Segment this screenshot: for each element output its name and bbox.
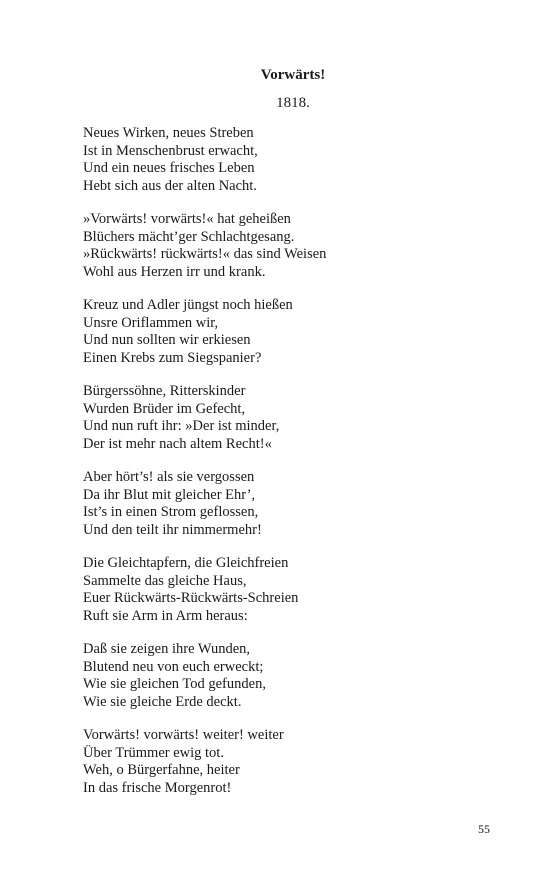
stanza bbox=[83, 297, 503, 367]
poem-line: Einen Krebs zum Siegspanier? bbox=[83, 349, 262, 366]
poem-line: Sammelte das gleiche Haus, bbox=[83, 572, 247, 589]
poem-line: Der ist mehr nach altem Recht!« bbox=[83, 435, 272, 452]
stanza bbox=[83, 469, 503, 539]
stanza bbox=[83, 727, 503, 797]
stanza bbox=[83, 555, 503, 625]
poem-line: Da ihr Blut mit gleicher Ehr’, bbox=[83, 486, 256, 503]
stanza bbox=[83, 641, 503, 711]
poem-line: Wie sie gleiche Erde deckt. bbox=[83, 693, 242, 710]
poem-line: Wie sie gleichen Tod gefunden, bbox=[83, 676, 266, 692]
poem-title: Vorwärts! bbox=[260, 67, 326, 83]
poem-line: Daß sie zeigen ihre Wunden, bbox=[83, 641, 251, 657]
poem-line: Und nun sollten wir erkiesen bbox=[83, 332, 251, 348]
poem-line: Und den teilt ihr nimmermehr! bbox=[83, 521, 262, 538]
stanza bbox=[83, 125, 503, 195]
poem-line: Ruft sie Arm in Arm heraus: bbox=[83, 607, 248, 624]
poem-line: Die Gleichtapfern, die Gleichfreien bbox=[83, 555, 289, 571]
poem-line: Neues Wirken, neues Streben bbox=[83, 125, 254, 141]
poem-line: Ist in Menschenbrust erwacht, bbox=[83, 142, 258, 159]
poem-year: 1818. bbox=[276, 95, 310, 111]
poem-line: In das frische Morgenrot! bbox=[83, 779, 232, 796]
stanza bbox=[83, 383, 503, 453]
poem-line: Blüchers mächt’ger Schlachtgesang. bbox=[83, 228, 295, 245]
poem-line: Vorwärts! vorwärts! weiter! weiter bbox=[83, 727, 284, 743]
poem-line: Bürgerssöhne, Ritterskinder bbox=[83, 383, 246, 399]
poem-line: Unsre Oriflammen wir, bbox=[83, 314, 219, 331]
poem-line: Blutend neu von euch erweckt; bbox=[83, 658, 264, 675]
page-number: 55 bbox=[478, 822, 490, 836]
poem-line: Wohl aus Herzen irr und krank. bbox=[83, 263, 266, 280]
poem-line: Hebt sich aus der alten Nacht. bbox=[83, 177, 257, 194]
poem-line: Weh, o Bürgerfahne, heiter bbox=[83, 762, 240, 778]
poem-line: Euer Rückwärts-Rückwärts-Schreien bbox=[83, 590, 299, 606]
poem-line: Und ein neues frisches Leben bbox=[83, 160, 255, 176]
poem-line: »Rückwärts! rückwärts!« das sind Weisen bbox=[83, 246, 327, 262]
poem-line: Über Trümmer ewig tot. bbox=[83, 744, 224, 761]
poem-line: »Vorwärts! vorwärts!« hat geheißen bbox=[83, 211, 291, 227]
poem-line: Aber hört’s! als sie vergossen bbox=[83, 469, 255, 485]
poem-line: Wurden Brüder im Gefecht, bbox=[83, 400, 246, 417]
poem-line: Ist’s in einen Strom geflossen, bbox=[83, 504, 259, 520]
poem-line: Und nun ruft ihr: »Der ist minder, bbox=[83, 418, 280, 434]
poem-body bbox=[83, 125, 503, 813]
poem-line: Kreuz und Adler jüngst noch hießen bbox=[83, 297, 293, 313]
stanza bbox=[83, 211, 503, 281]
